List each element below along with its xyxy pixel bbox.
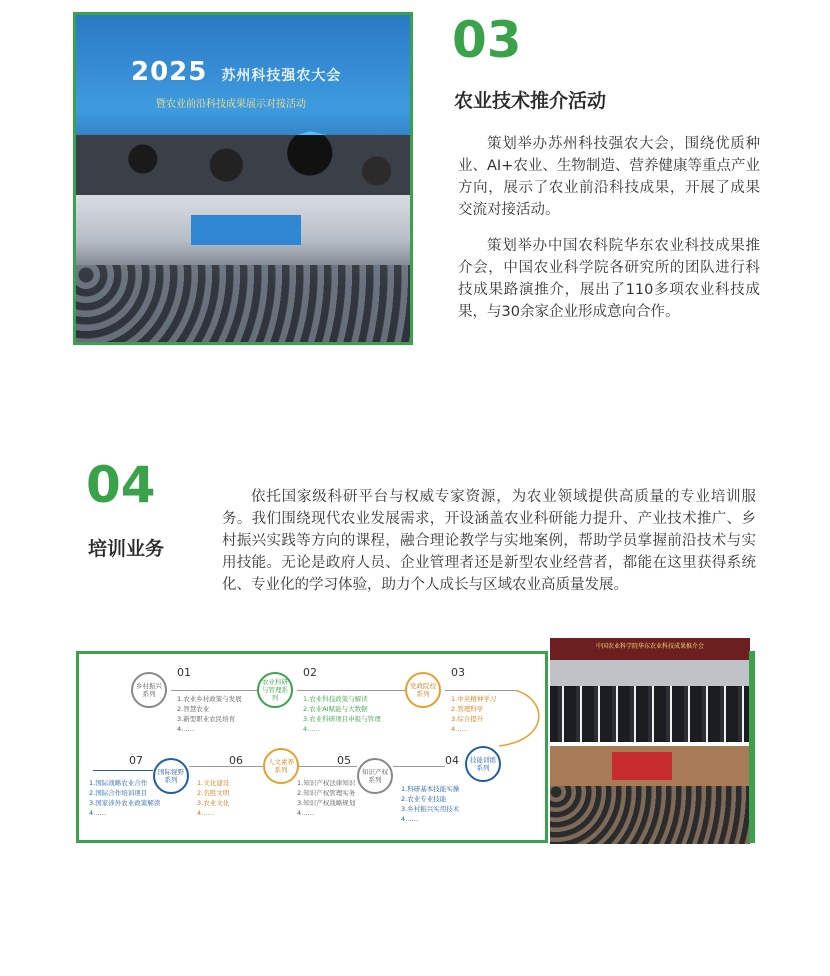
step-items: 1.农业乡村政策与发展 2.智慧农业 3.新型职业农民培育 4…… (177, 695, 242, 733)
audience-foreground (76, 135, 410, 195)
section03-paragraph-1: 策划举办苏州科技强农大会，围绕优质种业、AI+农业、生物制造、营养健康等重点产业方向，展示了农业前沿科技成果，开展了成果交流对接活动。 (458, 136, 760, 218)
step-number: 05 (337, 754, 351, 767)
section-number-04: 04 (86, 456, 156, 514)
hall-screen (191, 215, 301, 245)
section04-paragraph: 依托国家级科研平台与权威专家资源，为农业领域提供高质量的专业培训服务。我们围绕现代农业发展需求，开设涵盖农业科研能力提升、产业技术推广、乡村振兴实践等方向的课程，融合理论教学与实地案例，帮助学员掌握前沿技术与实用技能。无论是政府人员、企业管理者还是新型农业经营者，都能在这里获得系统化、专业化的学习体验，助力个人成长与区域农业高质量发展。 (222, 489, 756, 593)
step-number: 06 (229, 754, 243, 767)
node-humanities: 人文素养系列 (263, 748, 299, 784)
step-items: 1.科研基本技能实操 2.农业专业技能 3.乡村振兴实用技术 4…… (401, 785, 460, 823)
connector-curve (479, 690, 545, 750)
banner-title: 2025 苏州科技强农大会 (131, 57, 342, 87)
step-items: 1.国际战略农业合作 2.国际合作培训项目 3.国家涉外农业政策解读 4…… (89, 779, 161, 817)
conference-photo (73, 12, 413, 345)
section-title-04: 培训业务 (88, 538, 165, 560)
step-items: 1.文化建设 2.名胜文明 3.农业文化 4…… (197, 779, 230, 817)
step-number: 02 (303, 666, 317, 679)
training-diagram (76, 651, 548, 843)
banner-text: 中国农业科学院华东农业科技成果推介会 (595, 643, 704, 650)
banner-subtitle: 暨农业前沿科技成果展示对接活动 (156, 99, 306, 110)
step-number: 03 (451, 666, 465, 679)
step-number: 01 (177, 666, 191, 679)
node-research-management: 农业科研与管理系列 (257, 672, 293, 708)
node-rural-revitalization: 乡村振兴系列 (131, 672, 167, 708)
arrow (189, 766, 263, 767)
meeting-hall (76, 195, 410, 345)
section-number-03: 03 (452, 11, 522, 69)
arrow (299, 766, 357, 767)
node-international: 国际视野系列 (153, 758, 189, 794)
arrow (171, 690, 257, 691)
decorative-strip (749, 651, 755, 843)
group-photo (550, 638, 750, 742)
step-items: 1.农业科技政策与解读 2.农业AI赋能与大数据 3.农业科研项目申报与管理 4…… (303, 695, 381, 733)
classroom-photo (550, 746, 750, 844)
section-title-03: 农业技术推介活动 (454, 90, 607, 112)
audience-rows (76, 265, 410, 345)
node-skills-training: 技能训练系列 (465, 746, 501, 782)
step-number: 04 (445, 754, 459, 767)
node-party-school: 党政院校系列 (405, 672, 441, 708)
arrow (297, 690, 405, 691)
section03-paragraph-2: 策划举办中国农科院华东农业科技成果推介会，中国农业科学院各研究所的团队进行科技成果路演推介，展出了110多项农业科技成果，与30余家企业形成意向合作。 (458, 238, 760, 320)
arrow (393, 766, 445, 767)
node-intellectual-property: 知识产权系列 (357, 758, 393, 794)
step-number: 07 (129, 754, 143, 767)
step-items: 1.知识产权法律知识 2.知识产权管理实务 3.知识产权战略规划 4…… (297, 779, 356, 817)
arrow (93, 770, 153, 771)
step-items: 1.中央精神学习 2.管理科学 3.综合提升 4…… (451, 695, 497, 733)
